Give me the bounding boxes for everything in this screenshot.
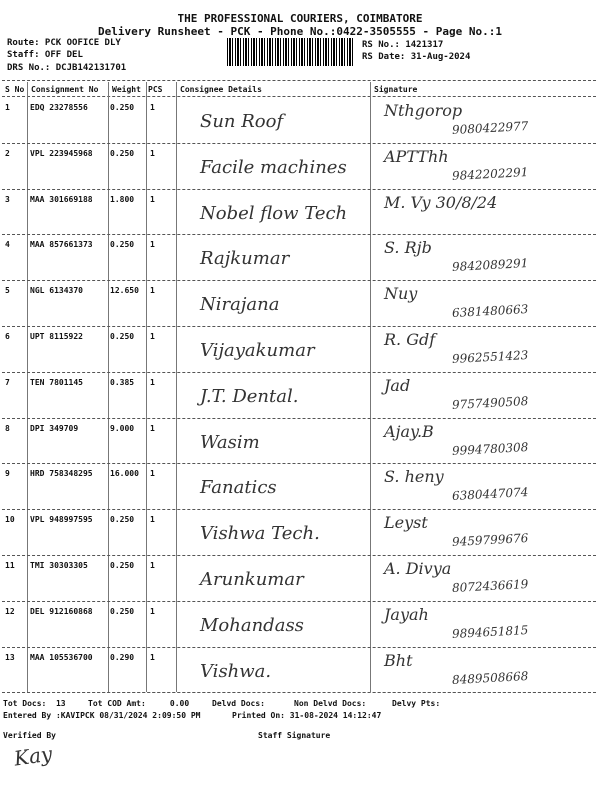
- consignee-name: Facile machines: [200, 156, 347, 178]
- weight-value: 9.000: [110, 423, 135, 433]
- signature-scribble: Jayah: [384, 604, 429, 624]
- weight-value: 0.250: [110, 103, 135, 112]
- consignment-number: HRD 758348295: [30, 469, 93, 479]
- weight-value: 0.250: [110, 515, 135, 525]
- row-sno: 12: [5, 606, 15, 616]
- col-header-signature: Signature: [374, 85, 418, 94]
- signature-scribble: S. Rjb: [384, 238, 432, 258]
- consignment-number: TEN 7801145: [30, 377, 83, 387]
- company-title: THE PROFESSIONAL COURIERS, COIMBATORE: [177, 12, 423, 25]
- pcs-value: 1: [150, 148, 155, 158]
- route-label: Route: PCK OOFICE DLY: [7, 38, 121, 48]
- row-separator: [2, 372, 596, 373]
- row-sno: 13: [5, 652, 15, 662]
- runsheet-subtitle: Delivery Runsheet - PCK - Phone No.:0422-3505555 - Page No.:1: [98, 25, 502, 38]
- signature-scribble: R. Gdf: [384, 330, 436, 349]
- consignment-number: UPT 8115922: [30, 332, 83, 341]
- signature-phone: 9962551423: [451, 348, 529, 366]
- pcs-value: 1: [150, 469, 155, 479]
- signature-scribble: Nthgorop: [384, 101, 463, 120]
- staff-label: Staff: OFF DEL: [7, 50, 83, 60]
- signature-phone: 9994780308: [451, 439, 529, 458]
- signature-scribble: Jad: [384, 375, 411, 395]
- verified-by-label: Verified By: [3, 731, 56, 740]
- verified-signature: Kay: [12, 741, 54, 771]
- signature-phone: 9757490508: [451, 393, 529, 412]
- consignment-number: TMI 30303305: [30, 561, 88, 570]
- signature-scribble: APTThh: [384, 146, 449, 166]
- pcs-value: 1: [150, 515, 155, 525]
- row-separator: [2, 189, 596, 190]
- total-cod: Tot COD Amt: 0.00: [88, 699, 190, 708]
- weight-value: 16.000: [110, 469, 139, 479]
- signature-scribble: A. Divya: [384, 559, 452, 578]
- consignee-name: Fanatics: [200, 477, 277, 499]
- pcs-value: 1: [150, 652, 155, 662]
- row-sno: 6: [5, 332, 10, 341]
- row-sno: 7: [5, 377, 10, 387]
- signature-phone: 9842089291: [451, 256, 529, 275]
- row-separator: [2, 326, 596, 327]
- row-separator: [2, 509, 596, 510]
- signature-scribble: Nuy: [384, 284, 418, 304]
- row-separator: [2, 601, 596, 602]
- row-sno: 3: [5, 194, 10, 204]
- printed-on: Printed On: 31-08-2024 14:12:47: [232, 711, 382, 720]
- consignee-name: Sun Roof: [200, 111, 284, 132]
- consignee-name: Wasim: [200, 431, 260, 453]
- footer-rule: [2, 692, 596, 693]
- pcs-value: 1: [150, 103, 155, 112]
- consignee-name: J.T. Dental.: [200, 385, 299, 407]
- total-docs: Tot Docs: 13: [3, 699, 66, 708]
- weight-value: 1.800: [110, 194, 135, 204]
- pcs-value: 1: [150, 240, 155, 250]
- drs-number: DRS No.: DCJB142131701: [7, 63, 127, 73]
- col-header-weight: Weight: [112, 85, 141, 94]
- table-top-rule: [2, 80, 596, 81]
- row-separator: [2, 555, 596, 556]
- consignee-name: Vijayakumar: [200, 340, 315, 361]
- signature-phone: 9842202291: [451, 164, 529, 183]
- consignee-name: Mohandass: [200, 614, 304, 636]
- entered-by: Entered By :KAVIPCK 08/31/2024 2:09:50 PM: [3, 711, 201, 720]
- weight-value: 0.290: [110, 652, 135, 662]
- signature-scribble: Bht: [384, 650, 413, 670]
- signature-scribble: S. heny: [384, 467, 444, 487]
- pcs-value: 1: [150, 377, 155, 387]
- consignment-number: NGL 6134370: [30, 286, 83, 296]
- pcs-value: 1: [150, 332, 155, 341]
- weight-value: 0.250: [110, 148, 135, 158]
- signature-scribble: M. Vy 30/8/24: [384, 192, 498, 212]
- weight-value: 0.250: [110, 606, 135, 616]
- signature-phone: 6381480663: [451, 302, 529, 321]
- row-sno: 9: [5, 469, 10, 479]
- weight-value: 0.250: [110, 561, 135, 570]
- consignee-name: Nirajana: [200, 294, 280, 316]
- consignment-number: DEL 912160868: [30, 606, 93, 616]
- signature-phone: 9459799676: [451, 531, 529, 550]
- signature-phone: 6380447074: [451, 485, 529, 504]
- consignment-number: MAA 105536700: [30, 652, 93, 662]
- delivered-docs: Delvd Docs:: [212, 699, 265, 708]
- col-header-pcs: PCS: [148, 85, 163, 94]
- signature-phone: 9894651815: [451, 622, 529, 641]
- row-sno: 5: [5, 286, 10, 296]
- consignment-number: MAA 301669188: [30, 194, 93, 204]
- col-header-consignee: Consignee Details: [180, 85, 262, 94]
- rs-date: RS Date: 31-Aug-2024: [362, 52, 471, 62]
- row-sno: 10: [5, 515, 15, 525]
- weight-value: 0.385: [110, 377, 135, 387]
- row-separator: [2, 463, 596, 464]
- consignment-number: VPL 223945968: [30, 148, 93, 158]
- weight-value: 0.250: [110, 332, 135, 341]
- pcs-value: 1: [150, 606, 155, 616]
- row-sno: 8: [5, 423, 10, 433]
- consignee-name: Arunkumar: [200, 569, 304, 590]
- col-header-consignment: Consignment No: [31, 85, 99, 94]
- signature-phone: 8489508668: [451, 668, 529, 687]
- consignee-name: Nobel flow Tech: [200, 202, 348, 224]
- consignee-name: Rajkumar: [200, 248, 290, 270]
- signature-phone: 8072436619: [451, 577, 529, 595]
- pcs-value: 1: [150, 423, 155, 433]
- row-sno: 2: [5, 148, 10, 158]
- row-separator: [2, 280, 596, 281]
- row-separator: [2, 143, 596, 144]
- consignment-number: VPL 948997595: [30, 515, 93, 525]
- col-header-sno: S No: [5, 85, 25, 94]
- row-separator: [2, 647, 596, 648]
- consignment-number: EDQ 23278556: [30, 103, 88, 112]
- barcode: [227, 38, 355, 66]
- signature-scribble: Leyst: [384, 513, 428, 533]
- row-separator: [2, 418, 596, 419]
- pcs-value: 1: [150, 194, 155, 204]
- row-separator: [2, 234, 596, 235]
- signature-phone: 9080422977: [451, 119, 529, 137]
- delivery-points: Delvy Pts:: [392, 699, 441, 708]
- pcs-value: 1: [150, 286, 155, 296]
- row-sno: 1: [5, 103, 10, 112]
- weight-value: 12.650: [110, 286, 139, 296]
- row-sno: 4: [5, 240, 10, 250]
- weight-value: 0.250: [110, 240, 135, 250]
- signature-scribble: Ajay.B: [384, 421, 434, 441]
- consignee-name: Vishwa.: [200, 660, 272, 682]
- staff-signature-label: Staff Signature: [258, 731, 331, 740]
- non-delivered-docs: Non Delvd Docs:: [294, 699, 367, 708]
- consignee-name: Vishwa Tech.: [200, 523, 320, 545]
- consignment-number: MAA 857661373: [30, 240, 93, 250]
- row-sno: 11: [5, 561, 15, 570]
- header-bottom-rule: [2, 96, 596, 97]
- pcs-value: 1: [150, 561, 155, 570]
- consignment-number: DPI 349709: [30, 423, 79, 433]
- rs-number: RS No.: 1421317: [362, 40, 444, 50]
